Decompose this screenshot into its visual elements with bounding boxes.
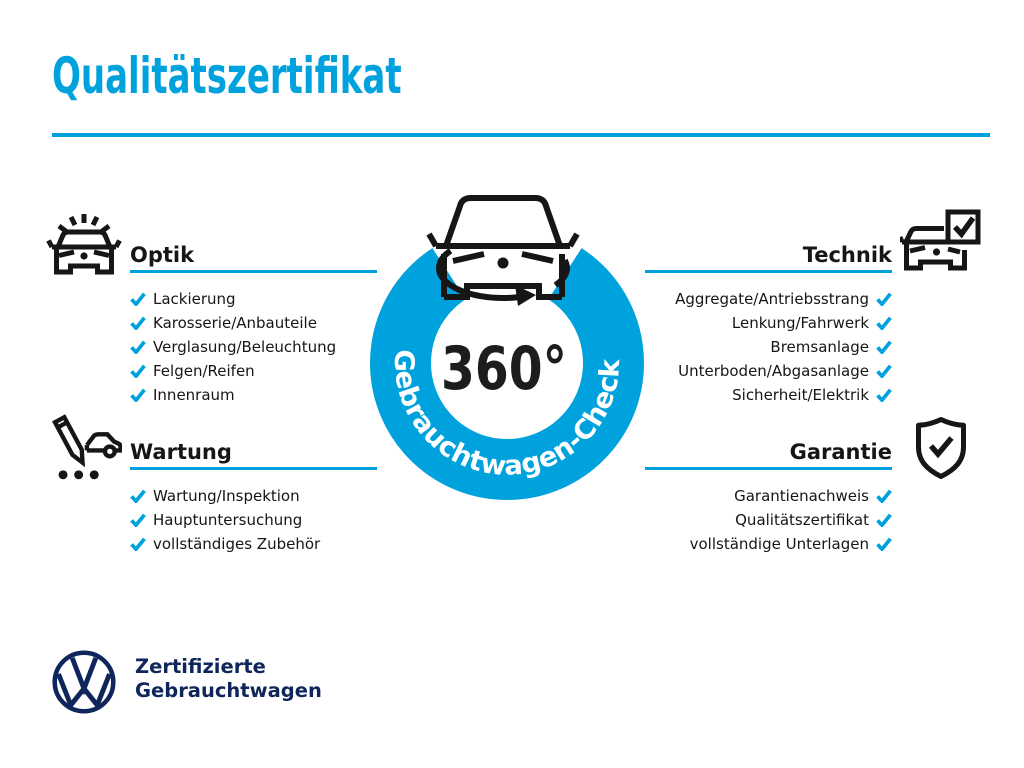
section-wartung-title: Wartung [130,440,232,464]
checklist-item-label: Aggregate/Antriebsstrang [675,290,869,308]
section-wartung-underline [130,467,377,470]
ring-label: Gebrauchtwagen-Check [387,349,627,483]
checklist-item-label: Sicherheit/Elektrik [732,386,869,404]
checklist-item-label: Unterboden/Abgasanlage [678,362,869,380]
checklist-item [130,484,392,508]
checklist-item [630,287,892,311]
checklist-item-label: Lenkung/Fahrwerk [731,314,869,332]
vw-logo [50,648,118,716]
check-icon [130,537,146,551]
checklist-item [630,383,892,407]
checklist-item-label: vollständige Unterlagen [689,535,869,553]
shield-check-icon [912,416,970,480]
garantie-checklist [630,484,892,556]
checklist-item [630,359,892,383]
check-icon [876,537,892,551]
car-checkbox-icon [900,206,982,286]
checklist-item [130,532,392,556]
checklist-item [630,532,892,556]
checklist-item [130,508,392,532]
check-icon [876,489,892,503]
section-optik-underline [130,270,377,273]
checklist-item [630,335,892,359]
check-icon [130,489,146,503]
checklist-item-label: Lackierung [153,290,236,308]
checklist-item [130,383,392,407]
wartung-checklist [130,484,392,556]
checklist-item-label: Qualitätszertifikat [735,511,869,529]
title-divider [52,133,990,137]
checklist-item [130,311,392,335]
footer-line1: Zertifizierte [135,655,266,678]
checklist-item-label: Karosserie/Anbauteile [153,314,317,332]
section-technik-underline [645,270,892,273]
checklist-item-label: Innenraum [153,386,235,404]
section-wartung [130,439,392,556]
section-garantie [630,439,892,556]
footer-wordmark [135,655,322,703]
checklist-item [630,311,892,335]
checklist-item-label: Felgen/Reifen [153,362,255,380]
check-icon [876,292,892,306]
section-technik-title: Technik [802,243,892,267]
checklist-item-label: vollständiges Zubehör [153,535,321,553]
checklist-item-label: Garantienachweis [734,487,869,505]
check-icon [130,316,146,330]
checklist-item-label: Wartung/Inspektion [153,487,300,505]
check-icon [130,292,146,306]
checklist-item [130,359,392,383]
check-icon [130,388,146,402]
check-icon [130,364,146,378]
check-icon [876,316,892,330]
checklist-item [130,287,392,311]
check-icon [130,513,146,527]
check-icon [876,340,892,354]
car-360-rotation-icon [429,198,577,298]
section-garantie-title: Garantie [789,440,892,464]
section-garantie-underline [645,467,892,470]
check-icon [130,340,146,354]
section-optik [130,242,392,407]
sparkling-car-icon [44,206,124,288]
check-icon [876,388,892,402]
footer-line2: Gebrauchtwagen [135,679,322,702]
check-icon [876,513,892,527]
section-technik [630,242,892,407]
checklist-item [130,335,392,359]
check-icon [876,364,892,378]
optik-checklist [130,287,392,407]
checklist-item-label: Bremsanlage [770,338,869,356]
service-record-icon [46,410,122,486]
checklist-item-label: Verglasung/Beleuchtung [153,338,337,356]
checklist-item [630,508,892,532]
checklist-item-label: Hauptuntersuchung [153,511,303,529]
section-optik-title: Optik [130,243,195,267]
checklist-item [630,484,892,508]
page-title: Qualitätszertifikat [52,47,402,105]
degree-label: 360° [441,334,567,404]
technik-checklist [630,287,892,407]
